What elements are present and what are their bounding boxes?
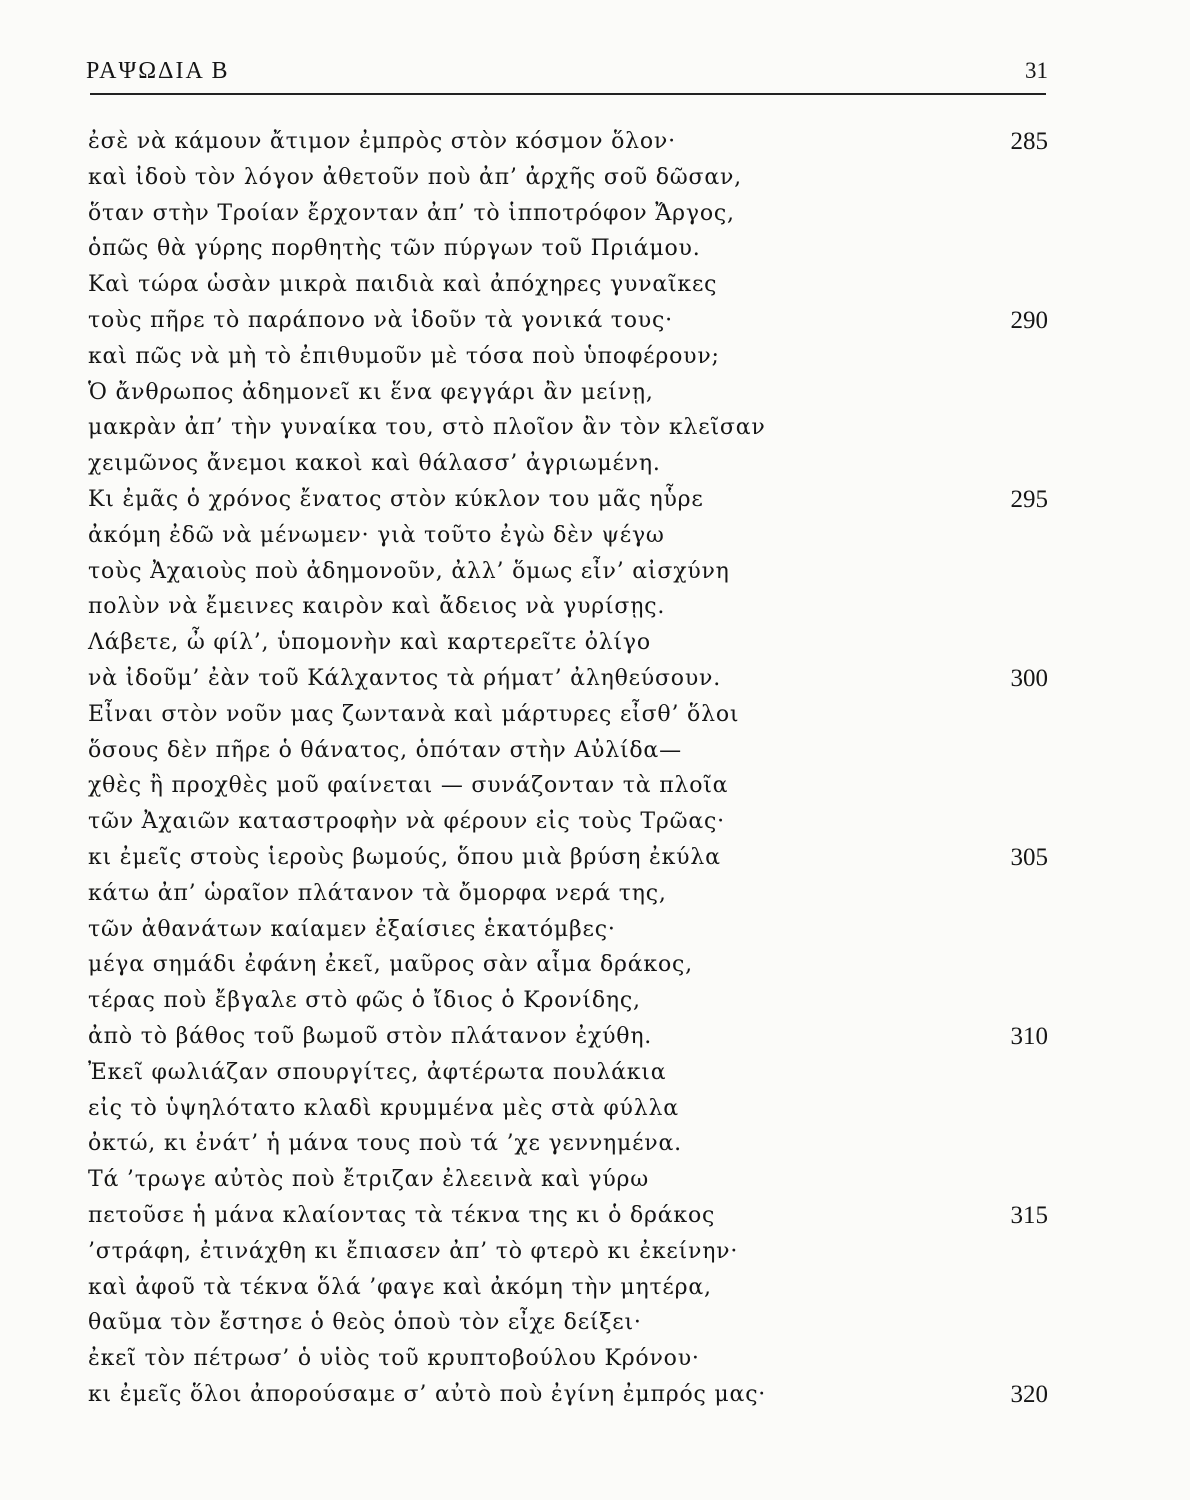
verse-text: κι ἐμεῖς ὅλοι ἀπορούσαμε σ’ αὐτὸ ποὺ ἐγίνη ἐμπρός μας·	[88, 1381, 767, 1407]
running-header	[86, 48, 1048, 92]
verse-line	[88, 160, 1048, 196]
line-number: 285	[1010, 128, 1048, 155]
verse-text: νὰ ἰδοῦμ’ ἐὰν τοῦ Κάλχαντος τὰ ρήματ’ ἀληθεύσουν.	[88, 665, 721, 691]
verse-text: χειμῶνος ἄνεμοι κακοὶ καὶ θάλασσ’ ἀγριωμένη.	[88, 451, 661, 477]
verse-line	[88, 196, 1048, 232]
verse-line	[88, 303, 1048, 339]
verse-line	[88, 768, 1048, 804]
verse-text: καὶ πῶς νὰ μὴ τὸ ἐπιθυμοῦν μὲ τόσα ποὺ ὑποφέρουν;	[88, 343, 720, 369]
verse-text: πετοῦσε ἡ μάνα κλαίοντας τὰ τέκνα της κι ὁ δράκος	[88, 1202, 716, 1228]
verse-line	[88, 339, 1048, 375]
verse-line	[88, 1377, 1048, 1413]
verse-text: πολὺν νὰ ἔμεινες καιρὸν καὶ ἄδειος νὰ γυρίσῃς.	[88, 594, 666, 620]
verse-text: κάτω ἀπ’ ὡραῖον πλάτανον τὰ ὄμορφα νερά της,	[88, 880, 667, 906]
verse-text: ’στράφη, ἐτινάχθη κι ἔπιασεν ἀπ’ τὸ φτερὸ κι ἐκείνην·	[88, 1238, 739, 1264]
chapter-title: ΡΑΨΩΔΙΑ Β	[86, 58, 230, 84]
verse-text: Εἶναι στὸν νοῦν μας ζωντανὰ καὶ μάρτυρες εἶσθ’ ὅλοι	[88, 701, 740, 727]
verse-line	[88, 518, 1048, 554]
verse-text: Κι ἐμᾶς ὁ χρόνος ἔνατος στὸν κύκλον του μᾶς ηὗρε	[88, 486, 704, 512]
verse-line	[88, 482, 1048, 518]
verse-text: ὅσους δὲν πῆρε ὁ θάνατος, ὁπόταν στὴν Αὐλίδα—	[88, 737, 682, 763]
verse-text: τοὺς πῆρε τὸ παράπονο νὰ ἰδοῦν τὰ γονικά τους·	[88, 307, 673, 333]
verse-line	[88, 1198, 1048, 1234]
verse-text: Ὁ ἄνθρωπος ἀδημονεῖ κι ἕνα φεγγάρι ἂν μείνῃ,	[88, 379, 654, 405]
verse-text: χθὲς ἢ προχθὲς μοῦ φαίνεται — συνάζονταν τὰ πλοῖα	[88, 773, 729, 799]
verse-text: τοὺς Ἀχαιοὺς ποὺ ἀδημονοῦν, ἀλλ’ ὅμως εἶν’ αἰσχύνη	[88, 558, 730, 584]
verse-line	[88, 840, 1048, 876]
verse-line	[88, 1055, 1048, 1091]
verse-text: Λάβετε, ὦ φίλ’, ὑπομονὴν καὶ καρτερεῖτε ὀλίγο	[88, 630, 651, 656]
verse-line	[88, 1234, 1048, 1270]
verse-line	[88, 733, 1048, 769]
verse-text: τέρας ποὺ ἔβγαλε στὸ φῶς ὁ ἴδιος ὁ Κρονίδης,	[88, 988, 641, 1014]
verse-line	[88, 589, 1048, 625]
verse-text: Καὶ τώρα ὡσὰν μικρὰ παιδιὰ καὶ ἀπόχηρες γυναῖκες	[88, 272, 718, 298]
line-number: 320	[1010, 1380, 1048, 1408]
verse-text: ἐσὲ νὰ κάμουν ἄτιμον ἐμπρὸς στὸν κόσμον ὅλον·	[88, 129, 676, 154]
verse-text: θαῦμα τὸν ἔστησε ὁ θεὸς ὁποὺ τὸν εἶχε δείξει·	[88, 1310, 642, 1336]
verse-line	[88, 804, 1048, 840]
verse-text: ἀκόμη ἐδῶ νὰ μένωμεν· γιὰ τοῦτο ἐγὼ δὲν ψέγω	[88, 522, 665, 548]
verse-line	[88, 697, 1048, 733]
verse-line	[88, 554, 1048, 590]
verse-text: καὶ ἀφοῦ τὰ τέκνα ὅλά ’φαγε καὶ ἀκόμη τὴν μητέρα,	[88, 1274, 712, 1300]
verse-line	[88, 124, 1048, 160]
verse-line	[88, 947, 1048, 983]
verse-line	[88, 267, 1048, 303]
verse-block	[88, 124, 1048, 1413]
verse-line	[88, 912, 1048, 948]
line-number: 300	[1010, 664, 1048, 692]
verse-text: ὁπῶς θὰ γύρης πορθητὴς τῶν πύργων τοῦ Πριάμου.	[88, 236, 701, 262]
verse-line	[88, 1270, 1048, 1306]
verse-line	[88, 1126, 1048, 1162]
verse-text: ἀπὸ τὸ βάθος τοῦ βωμοῦ στὸν πλάτανον ἐχύθη.	[88, 1023, 653, 1049]
verse-text: καὶ ἰδοὺ τὸν λόγον ἀθετοῦν ποὺ ἀπ’ ἀρχῆς σοῦ δῶσαν,	[88, 164, 742, 190]
verse-text: μακρὰν ἀπ’ τὴν γυναίκα του, στὸ πλοῖον ἂν τὸν κλεῖσαν	[88, 415, 766, 441]
verse-line	[88, 876, 1048, 912]
verse-text: τῶν Ἀχαιῶν καταστροφὴν νὰ φέρουν εἰς τοὺς Τρῶας·	[88, 809, 725, 835]
verse-line	[88, 446, 1048, 482]
verse-text: Τά ’τρωγε αὐτὸς ποὺ ἔτριζαν ἐλεεινὰ καὶ γύρω	[88, 1167, 650, 1193]
page-number: 31	[1025, 58, 1048, 83]
verse-line	[88, 661, 1048, 697]
verse-text: ὅταν στὴν Τροίαν ἔρχονταν ἀπ’ τὸ ἱπποτρόφον Ἄργος,	[88, 200, 735, 226]
verse-text: ἐκεῖ τὸν πέτρωσ’ ὁ υἱὸς τοῦ κρυπτοβούλου Κρόνου·	[88, 1346, 700, 1372]
verse-line	[88, 410, 1048, 446]
verse-line	[88, 983, 1048, 1019]
verse-line	[88, 1162, 1048, 1198]
header-rule	[90, 93, 1046, 95]
verse-text: μέγα σημάδι ἐφάνη ἐκεῖ, μαῦρος σὰν αἷμα δράκος,	[88, 952, 693, 978]
verse-line	[88, 231, 1048, 267]
line-number: 315	[1010, 1201, 1048, 1229]
verse-text: Ἐκεῖ φωλιάζαν σπουργίτες, ἀφτέρωτα πουλάκια	[88, 1059, 667, 1085]
line-number: 295	[1010, 485, 1048, 513]
line-number: 310	[1010, 1022, 1048, 1050]
verse-line	[88, 1091, 1048, 1127]
verse-line	[88, 375, 1048, 411]
verse-text: ὀκτώ, κι ἐνάτ’ ἡ μάνα τους ποὺ τά ’χε γεννημένα.	[88, 1131, 682, 1157]
verse-line	[88, 1341, 1048, 1377]
verse-line	[88, 625, 1048, 661]
verse-text: εἰς τὸ ὑψηλότατο κλαδὶ κρυμμένα μὲς στὰ φύλλα	[88, 1095, 679, 1121]
verse-text: κι ἐμεῖς στοὺς ἱεροὺς βωμούς, ὅπου μιὰ βρύση ἐκύλα	[88, 844, 721, 870]
verse-line	[88, 1305, 1048, 1341]
verse-text: τῶν ἀθανάτων καίαμεν ἐξαίσιες ἑκατόμβες·	[88, 916, 616, 942]
line-number: 305	[1010, 843, 1048, 871]
verse-line	[88, 1019, 1048, 1055]
line-number: 290	[1010, 306, 1048, 334]
